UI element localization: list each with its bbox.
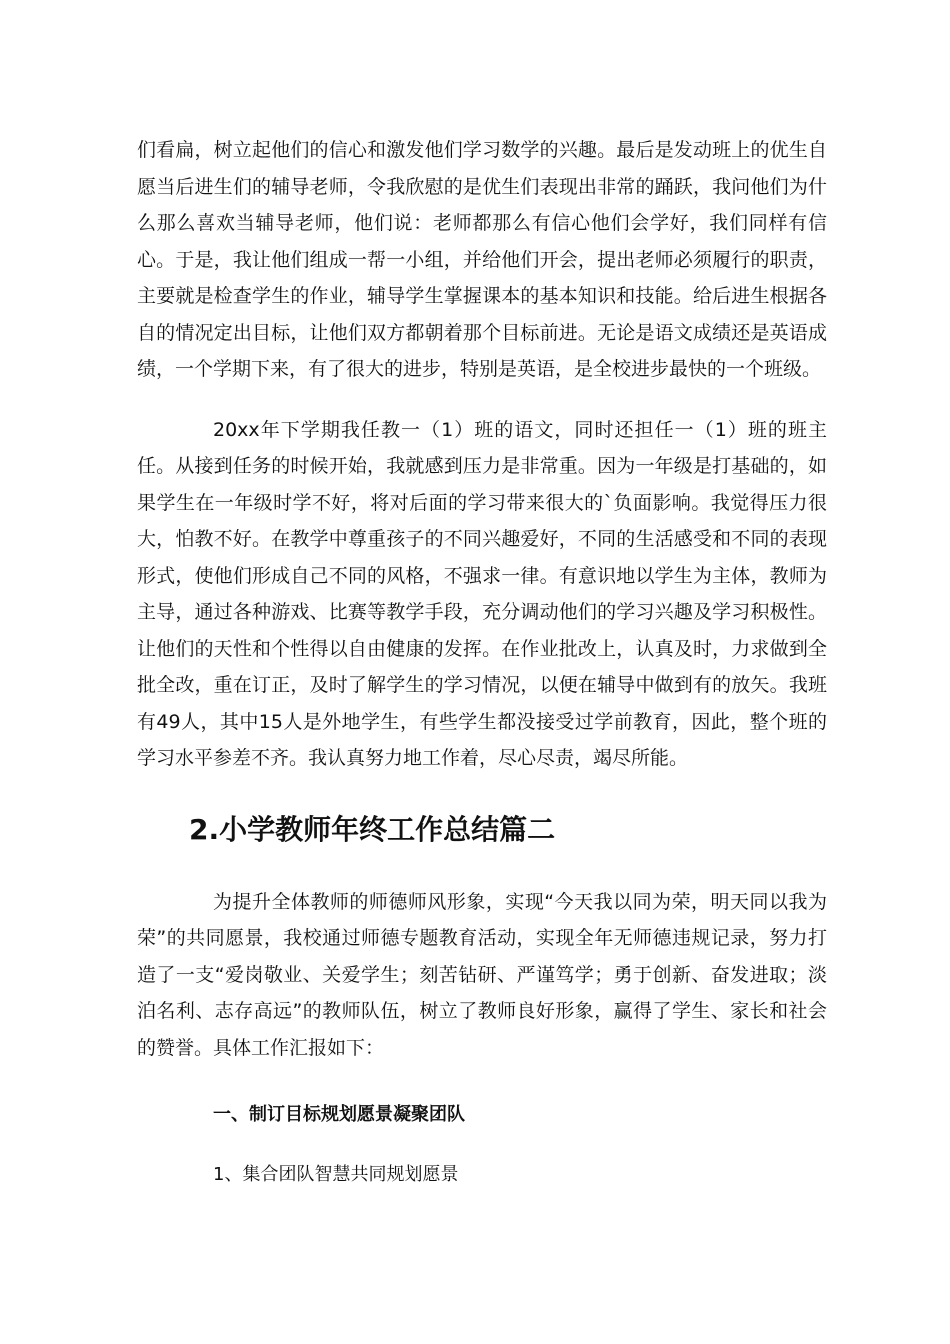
- paragraph-class-duty: 20xx年下学期我任教一（1）班的语文，同时还担任一（1）班的班主任。从接到任务的时候开始，我就感到压力是非常重。因为一年级是打基础的，如果学生在一年级时学不好，将对后面的学习带来很大的`负面影响。我觉得压力很大，怕教不好。在教学中尊重孩子的不同兴趣爱好，不同的生活感受和不同的表现形式，使他们形成自己不同的风格，不强求一律。有意识地以学生为主体，教师为主导，通过各种游戏、比赛等教学手段，充分调动他们的学习兴趣及学习积极性。让他们的天性和个性得以自由健康的发挥。在作业批改上，认真及时，力求做到全批全改，重在订正，及时了解学生的学习情况，以便在辅导中做到有的放矢。我班有49人，其中15人是外地学生，有些学生都没接受过学前教育，因此，整个班的学习水平参差不齐。我认真努力地工作着，尽心尽责，竭尽所能。: [137, 418, 827, 769]
- subsection-title: 一、制订目标规划愿景凝聚团队: [213, 1104, 465, 1125]
- sub-item-title: 1、集合团队智慧共同规划愿景: [213, 1164, 459, 1185]
- paragraph-ethics-intro: 为提升全体教师的师德师风形象，实现“今天我以同为荣，明天同以我为荣”的共同愿景，我校通过师德专题教育活动，实现全年无师德违规记录，努力打造了一支“爱岗敬业、关爱学生；刻苦钻研、严谨笃学；勇于创新、奋发进取；淡泊名利、志存高远”的教师队伍，树立了教师良好形象，赢得了学生、家长和社会的赞誉。具体工作汇报如下：: [137, 890, 827, 1059]
- section-heading: 2.小学教师年终工作总结篇二: [189, 812, 556, 846]
- document-body: [137, 132, 827, 1190]
- paragraph-continuation: 们看扁，树立起他们的信心和激发他们学习数学的兴趣。最后是发动班上的优生自愿当后进生们的辅导老师，令我欣慰的是优生们表现出非常的踊跃，我问他们为什么那么喜欢当辅导老师，他们说：老师都那么有信心他们会学好，我们同样有信心。于是，我让他们组成一帮一小组，并给他们开会，提出老师必须履行的职责，主要就是检查学生的作业，辅导学生掌握课本的基本知识和技能。给后进生根据各自的情况定出目标，让他们双方都朝着那个目标前进。无论是语文成绩还是英语成绩，一个学期下来，有了很大的进步，特别是英语，是全校进步最快的一个班级。: [137, 139, 827, 380]
